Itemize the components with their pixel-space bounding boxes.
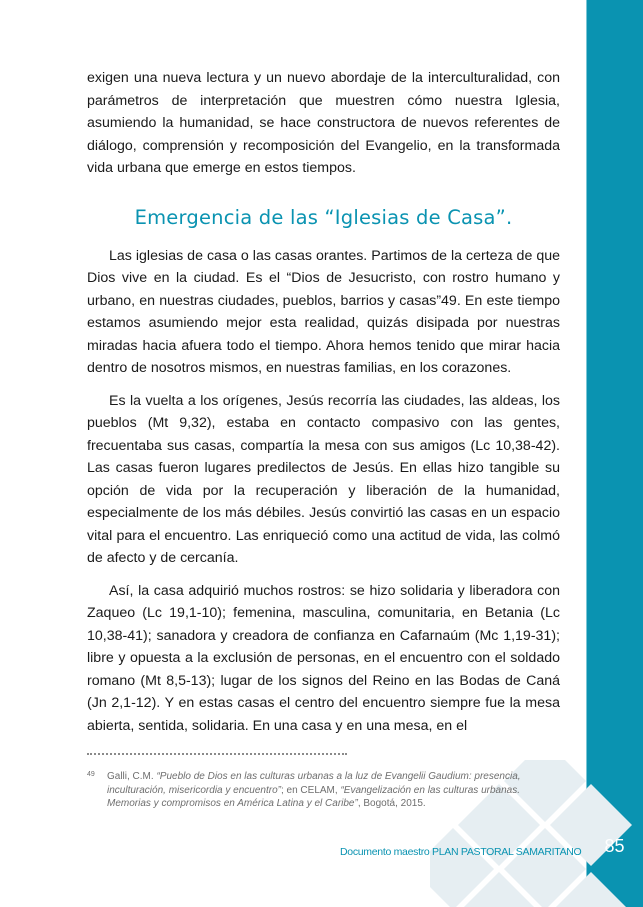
section-heading: Emergencia de las “Iglesias de Casa”. [134, 205, 513, 229]
footnote-source-title: “Evangelización en las culturas urbanas. Memorias y compromisos en América Latina y el Caribe” [107, 784, 520, 809]
footnote-work-title: “Pueblo de Dios en las culturas urbanas a la luz de Evangelii Gaudium: presencia, inculturación, misericordia y encuentro” [107, 771, 521, 796]
footnote-text [87, 770, 560, 811]
footnote [87, 770, 560, 811]
body-paragraph: Las iglesias de casa o las casas orantes. Partimos de la certeza de que Dios vive en la ciudad. Es el “Dios de Jesucristo, con rostro humano y urbano, en nuestras ciudades, pueblos, barrios y casas”49. En este tiempo estamos asumiendo mejor esta realidad, quizás disipada por nuestras miradas hacia afuera todo el tiempo. Ahora hemos tenido que mirar hacia dentro de nosotros mismos, en nuestras familias, en los corazones. [87, 247, 560, 376]
footnote-author: Galli, C.M. [107, 771, 157, 782]
body-paragraph: Es la vuelta a los orígenes, Jesús recorría las ciudades, las aldeas, los pueblos (Mt 9,32), estaba en contacto compasivo con las gentes, frecuentaba sus casas, compartía la mesa con sus amigos (Lc 10,38-42). Las casas fueron lugares predilectos de Jesús. En ellas hizo tangible su opción de vida por la recuperación y liberación de la humanidad, especialmente de los más débiles. Jesús convirtió las casas en un espacio vital para el encuentro. Las enriqueció como una actitud de vida, las colmó de afecto y de cercanía. [87, 392, 560, 566]
body-paragraph: Así, la casa adquirió muchos rostros: se hizo solidaria y liberadora con Zaqueo (Lc 19,1-10); femenina, masculina, comunitaria, en Betania (Lc 10,38-41); sanadora y creadora de confianza en Cafarnaúm (Mc 1,19-31); libre y opuesta a la exclusión de personas, en el encuentro con el soldado romano (Mt 8,5-13); lugar de los signos del Reino en las Bodas de Caná (Jn 2,1-12). Y en estas casas el centro del encuentro siempre fue la mesa abierta, sentida, solidaria. En una casa y en una mesa, en el [87, 582, 560, 734]
footnote-separator [87, 753, 347, 755]
page-number: 85 [604, 836, 625, 856]
footnote-number: 49 [87, 771, 95, 778]
footer-document-title: Documento maestro PLAN PASTORAL SAMARITANO [340, 846, 582, 858]
page-body [87, 67, 560, 737]
intro-paragraph: exigen una nueva lectura y un nuevo abordaje de la interculturalidad, con parámetros de interpretación que muestren cómo nuestra Iglesia, asumiendo la humanidad, se hace constructora de nuevos referentes de diálogo, comprensión y recomposición del Evangelio, en la transformada vida urbana que emerge en estos tiempos. [87, 70, 560, 176]
footnote-middle: ; en CELAM, [280, 784, 341, 796]
footnote-tail: , Bogotá, 2015. [357, 798, 426, 809]
